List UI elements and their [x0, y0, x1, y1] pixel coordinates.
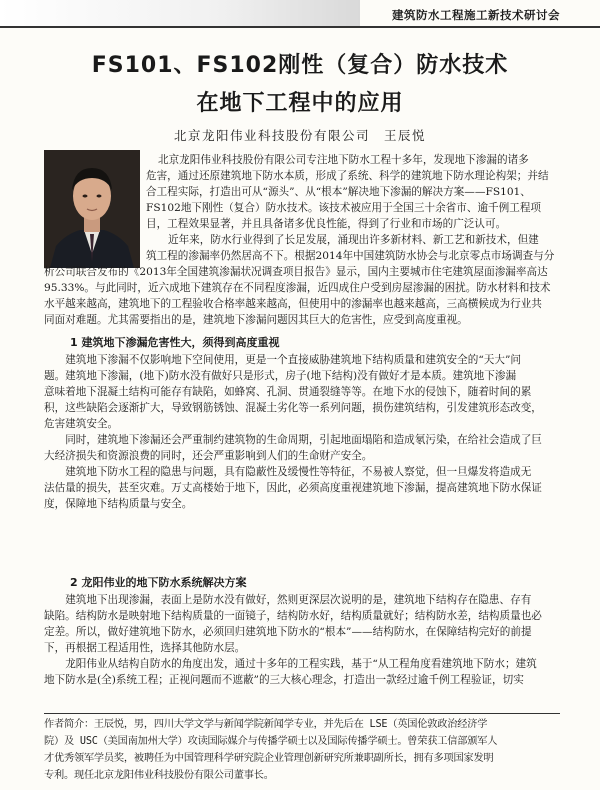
intro-line: 北京龙阳伟业科技股份有限公司专注地下防水工程十多年，发现地下渗漏的诸多: [158, 154, 529, 166]
intro-line: 危害，通过还原建筑地下防水本质，形成了系统、科学的建筑地下防水理论构架；并结: [146, 170, 549, 182]
section-1-line: 危害建筑安全。: [44, 418, 119, 430]
section-1-text: [44, 352, 560, 512]
section-2-text: [44, 592, 560, 688]
section-1-line: 法估量的损失，甚至灾难。万丈高楼始于地下，因此，必须高度重视建筑地下渗漏，提高建筑地下防水保证: [44, 482, 542, 494]
intro-line: 目，工程效果显著，并且具备诸多优良性能，得到了行业和市场的广泛认可。: [146, 218, 507, 230]
section-1-line: 意味着地下混凝土结构可能存有缺陷，如蜂窝、孔洞、贯通裂缝等等。在地下水的侵蚀下，随着时间的累: [44, 386, 532, 398]
section-2-line: 下，再根据工程适用性，选择其他防水层。: [44, 642, 246, 654]
section-2-line: 龙阳伟业从结构自防水的角度出发，通过十多年的工程实践，基于“从工程角度看建筑地下防水；建筑: [65, 658, 537, 670]
author-byline: 北京龙阳伟业科技股份有限公司 王辰悦: [173, 128, 426, 143]
bio-line: 作者简介：王辰悦，男，四川大学文学与新闻学院新闻学专业，并先后在 LSE（英国伦敦政治经济学: [44, 719, 488, 730]
article-title-line-1: FS101、FS102刚性（复合）防水技术: [91, 53, 509, 78]
intro-line: 筑工程的渗漏率仍然居高不下。根据2014年中国建筑防水协会与北京零点市场调查与分: [146, 250, 555, 262]
intro-line: 析公司联合发布的《2013年全国建筑渗漏状况调查项目报告》显示，国内主要城市住宅建筑屋面渗漏率高达: [44, 266, 548, 278]
bio-divider: [44, 713, 560, 714]
intro-line: 95.33%。与此同时，近六成地下建筑存在不同程度渗漏，近四成住户受到房屋渗漏的困扰。防水材料和技术: [44, 282, 551, 294]
section-1-line: 同时，建筑地下渗漏还会严重制约建筑物的生命周期，引起地面塌陷和造成氡污染，在给社会造成了巨: [65, 434, 542, 446]
intro-line: 水平越来越高，建筑地下的工程验收合格率越来越高，但使用中的渗漏率也越来越高，三高横候成为行业共: [44, 298, 542, 310]
bio-line: 院）及 USC（美国南加州大学）攻读国际媒介与传播学硕士以及国际传播学硕士。曾荣获工信部颁军人: [44, 736, 498, 747]
header-text: 建筑防水工程施工新技术研讨会: [392, 8, 560, 22]
section-2-line: 缺陷。结构防水是映射地下结构质量的一面镜子，结构防水好，结构质量就好；结构防水差，结构质量也必: [44, 610, 542, 622]
bio-line: 才优秀领军学员奖，被聘任为中国管理科学研究院企业管理创新研究所兼职副所长，拥有多项国家发明: [44, 753, 494, 764]
intro-line: 近年来，防水行业得到了长足发展，涌现出许多新材料、新工艺和新技术，但建: [168, 234, 539, 246]
bio-line: 专利。现任北京龙阳伟业科技股份有限公司董事长。: [44, 770, 274, 781]
section-1-line: 建筑地下渗漏不仅影响地下空间使用，更是一个直接威胁建筑地下结构质量和建筑安全的“天大”问: [65, 354, 521, 366]
section-2-line: 定差。所以，做好建筑地下防水，必须回归建筑地下防水的“根本”——结构防水，在保障结构完好的前提: [44, 626, 532, 638]
section-2-line: 建筑地下出现渗漏，表面上是防水没有做好，然则更深层次说明的是，建筑地下结构存在隐患、存有: [65, 594, 532, 606]
intro-line: 合工程实际，打造出可从“源头”、从“根本”解决地下渗漏的解决方案——FS101、: [146, 186, 531, 198]
intro-line: 同面对难题。尤其需要指出的是，建筑地下渗漏问题因其巨大的危害性，应受到高度重视。: [44, 314, 468, 326]
section-1-line: 大经济损失和资源浪费的同时，还会严重影响到人们的生命财产安全。: [44, 450, 373, 462]
section-1-line: 建筑地下防水工程的隐患与问题，具有隐蔽性及缓慢性等特征，不易被人察觉，但一旦爆发将造成无: [65, 466, 532, 478]
section-1-line: 题。建筑地下渗漏，(地下)防水没有做好只是形式，房子(地下结构)没有做好才是本质。建筑地下渗漏: [44, 370, 517, 382]
section-1-line: 积，这些缺陷会逐渐扩大，导致钢筋锈蚀、混凝土劣化等一系列问题，损伤建筑结构，引发建筑形态改变，: [44, 402, 542, 414]
author-bio: [44, 716, 562, 784]
section-2-heading: 2 龙阳伟业的地下防水系统解决方案: [70, 576, 247, 589]
header-shade: [0, 0, 360, 26]
section-2-line: 地下防水是(全)系统工程；正视问题而不遮蔽”的三大核心理念，打造出一款经过逾千例工程验证，切实: [44, 674, 524, 686]
intro-line: FS102地下刚性（复合）防水技术。该技术被应用于全国三十余省市、逾千例工程项: [146, 202, 542, 214]
section-1-line: 度，保障地下结构质量与安全。: [44, 498, 193, 510]
section-1-heading: 1 建筑地下渗漏危害性大，须得到高度重视: [70, 336, 280, 349]
intro-text: [44, 152, 560, 328]
article-title-line-2: 在地下工程中的应用: [196, 91, 404, 116]
running-header: [0, 0, 600, 28]
